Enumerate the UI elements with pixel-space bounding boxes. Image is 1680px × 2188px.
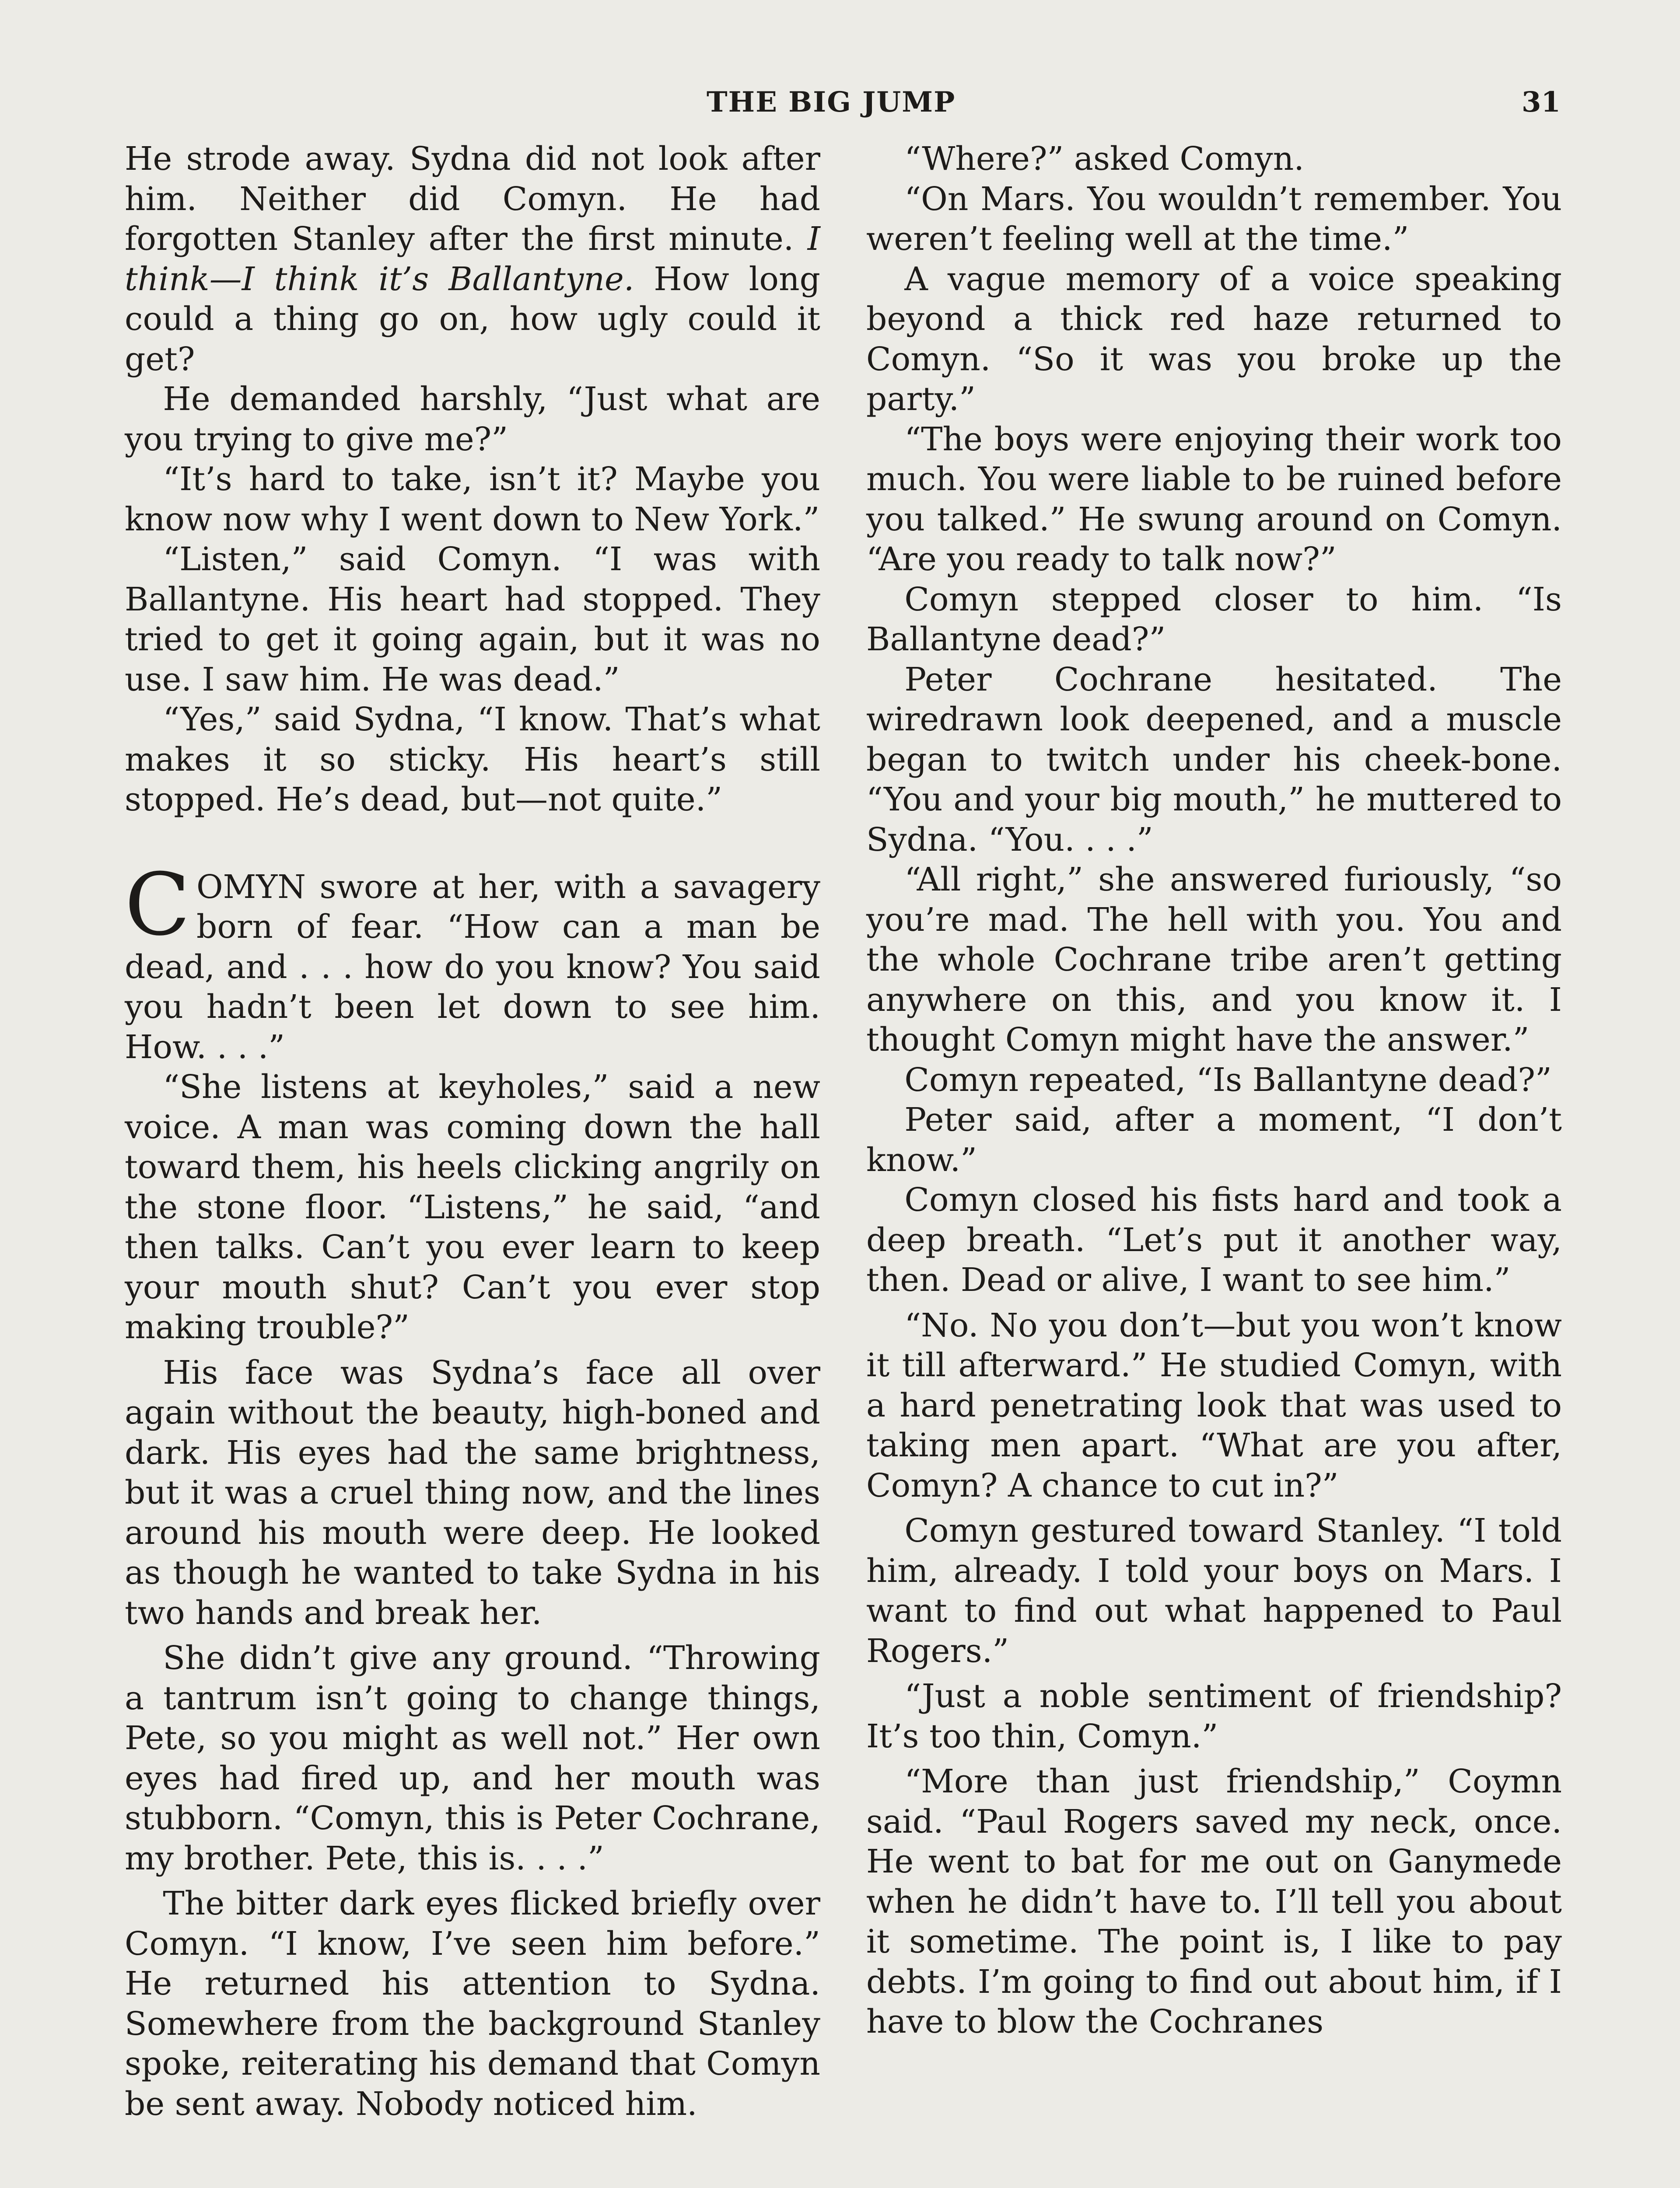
paragraph: Comyn stepped closer to him. “Is Ballantyne dead?” <box>866 580 1562 658</box>
paragraph: Comyn repeated, “Is Ballantyne dead?” <box>904 1061 1552 1099</box>
paragraph: A vague memory of a voice speaking beyond a thick red haze returned to Comyn. “So it was you broke up the party.” <box>866 260 1562 418</box>
paragraph: The bitter dark eyes flicked briefly over Comyn. “I know, I’ve seen him before.” He returned his attention to Sydna. Somewhere from the background Stanley spoke, reiterating his demand that Comyn be sent away. Nobody noticed him. <box>125 1885 820 2123</box>
paragraph: “Listen,” said Comyn. “I was with Ballantyne. His heart had stopped. They tried to get it going again, but it was no use. I saw him. He was dead.” <box>125 540 820 698</box>
running-title: THE BIG JUMP <box>707 86 956 119</box>
paragraph: Comyn closed his fists hard and took a deep breath. “Let’s put it another way, then. Dead or alive, I want to see him.” <box>866 1181 1562 1299</box>
paragraph: “All right,” she answered furiously, “so you’re mad. The hell with you. You and the whole Cochrane tribe aren’t getting anywhere on this, and you know it. I thought Comyn might have the answer.” <box>866 861 1562 1059</box>
paragraph: “The boys were enjoying their work too much. You were liable to be ruined before you talked.” He swung around on Comyn. “Are you ready to talk now?” <box>866 420 1562 578</box>
drop-cap: C <box>125 855 190 955</box>
right-column <box>866 139 1562 2042</box>
paragraph: He demanded harshly, “Just what are you trying to give me?” <box>125 380 820 458</box>
paragraph: “On Mars. You wouldn’t remember. You weren’t feeling well at the time.” <box>866 180 1562 258</box>
paragraph <box>125 139 820 379</box>
paragraph: His face was Sydna’s face all over again without the beauty, high-boned and dark. His eyes had the same brightness, but it was a cruel thing now, and the lines around his mouth were deep. He looked as though he wanted to take Sydna in his two hands and break her. <box>125 1353 820 1632</box>
paragraph-text: He strode away. Sydna did not look after him. Neither did Comyn. He had forgotten Stanley after the first minute. <box>125 140 820 258</box>
paragraph: “Just a noble sentiment of friendship? It’s too thin, Comyn.” <box>866 1677 1562 1755</box>
italic-thought: I think—I think it’s Ballantyne. <box>125 220 820 298</box>
left-column <box>125 139 820 2124</box>
paragraph: “More than just friendship,” Coymn said. “Paul Rogers saved my neck, once. He went to bat for me out on Ganymede when he didn’t have to. I’ll tell you about it sometime. The point is, I like to pay debts. I’m going to find out about him, if I have to blow the Cochranes <box>866 1763 1562 2041</box>
paragraph: “Yes,” said Sydna, “I know. That’s what makes it so sticky. His heart’s still stopped. He’s dead, but—not quite.” <box>125 701 820 818</box>
section-opening-paragraph <box>125 855 820 1068</box>
page-number: 31 <box>1522 86 1561 119</box>
paragraph: “No. No you don’t—but you won’t know it till afterward.” He studied Comyn, with a hard penetrating look that was used to taking men apart. “What are you after, Comyn? A chance to cut in?” <box>866 1306 1562 1504</box>
paragraph-text: OMYN swore at her, with a savagery born of fear. “How can a man be dead, and . . . how do you know? You said you hadn’t been let down to see him. How. . . .” <box>125 868 820 1066</box>
paragraph-text: How long could a thing go on, how ugly could it get? <box>125 260 820 378</box>
paragraph: Peter Cochrane hesitated. The wiredrawn look deepened, and a muscle began to twitch under his cheek-bone. “You and your big mouth,” he muttered to Sydna. “You. . . .” <box>866 660 1562 859</box>
paragraph: Peter said, after a moment, “I don’t know.” <box>866 1101 1562 1179</box>
paragraph: She didn’t give any ground. “Throwing a tantrum isn’t going to change things, Pete, so you might as well not.” Her own eyes had fired up, and her mouth was stubborn. “Comyn, this is Peter Cochrane, my brother. Pete, this is. . . .” <box>125 1639 820 1877</box>
paragraph: “Where?” asked Comyn. <box>904 140 1304 178</box>
paragraph: “She listens at keyholes,” said a new voice. A man was coming down the hall toward them, his heels clicking angrily on the stone floor. “Listens,” he said, “and then talks. Can’t you ever learn to keep your mouth shut? Can’t you ever stop making trouble?” <box>125 1068 820 1346</box>
paragraph: “It’s hard to take, isn’t it? Maybe you know now why I went down to New York.” <box>125 460 820 538</box>
paragraph: Comyn gestured toward Stanley. “I told him, already. I told your boys on Mars. I want to find out what happened to Paul Rogers.” <box>866 1512 1562 1670</box>
